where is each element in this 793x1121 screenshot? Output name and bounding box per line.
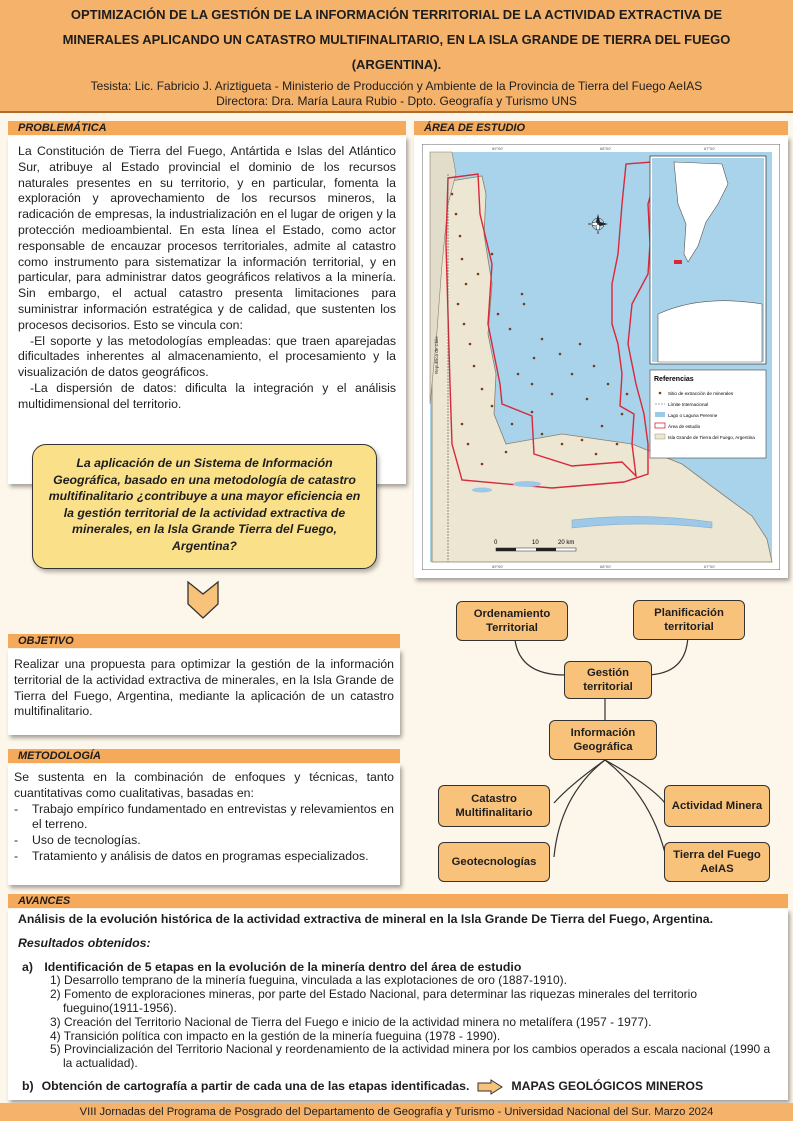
- legend-item: Isla Grande de Tierra del Fuego, Argentina: [668, 435, 755, 440]
- arrow-right-icon: [477, 1079, 503, 1095]
- list-item: 5) Provincialización del Territorio Nacional y reordenamiento de la actividad minera por los cambios operados a escala nacional (1990 a la actualidad).: [50, 1042, 771, 1071]
- list-item: - Tratamiento y análisis de datos en programas especializados.: [14, 848, 369, 863]
- metodologia-text: [14, 770, 394, 865]
- problematica-text: [18, 144, 396, 413]
- title-line-2: MINERALES APLICANDO UN CATASTRO MULTIFINALITARIO, EN LA ISLA GRANDE DE TIERRA DEL FUEGO: [62, 32, 731, 47]
- area-panel: [414, 136, 788, 578]
- title-line-3: (ARGENTINA).: [351, 57, 442, 72]
- border-label: Republica de Chile: [434, 336, 439, 374]
- svg-text:68°00': 68°00': [600, 564, 612, 569]
- svg-text:10: 10: [532, 540, 539, 546]
- legend-item: Lago o Laguna Perenne: [668, 413, 718, 418]
- author-line: Tesista: Lic. Fabricio J. Ariztigueta - Ministerio de Producción y Ambiente de la Provincia de Tierra del Fuego AeIAS: [90, 79, 703, 93]
- node-informacion: Información Geográfica: [549, 720, 657, 760]
- legend-item: Sitio de extracción de minerales: [668, 391, 734, 396]
- svg-text:69°00': 69°00': [492, 564, 504, 569]
- svg-text:67°00': 67°00': [704, 146, 716, 151]
- metodologia-list: [14, 802, 394, 865]
- poster-title: [0, 0, 793, 77]
- svg-text:69°00': 69°00': [492, 146, 504, 151]
- authors: [0, 79, 793, 109]
- poster-header: [0, 0, 793, 113]
- problematica-para-2: -El soporte y las metodologías empleadas: que traen aparejadas dificultades inherentes al almacenamiento, el procesamiento y la visualización de datos geográficos.: [18, 333, 396, 380]
- list-item: - Trabajo empírico fundamentado en entrevistas y relevamientos en el terreno.: [14, 801, 394, 832]
- title-line-1: OPTIMIZACIÓN DE LA GESTIÓN DE LA INFORMACIÓN TERRITORIAL DE LA ACTIVIDAD EXTRACTIVA DE: [70, 7, 723, 22]
- problematica-para-1: La Constitución de Tierra del Fuego, Antártida e Islas del Atlántico Sur, atribuye al Estado provincial el dominio de los recursos naturales presentes en su territorio, y en particular, fomenta la exploración y aprovechamiento de los recursos mineros, la radicación de empresas, la industrialización en el lugar de origen y la protección medioambiental. En esta línea el Estado, como actor responsable de encauzar procesos territoriales, admite al catastro como instrumento para sistematizar la información territorial, y en particular, para administrar datos geográficos relativos a la minería. Sin embargo, el actual catastro presenta limitaciones para suministrar información estratégica y de calidad, que sustenten los procesos decisorios. Esto se vincula con:: [18, 144, 396, 332]
- problematica-para-3: -La dispersión de datos: dificulta la integración y el análisis multidimensional del territorio.: [18, 380, 396, 411]
- legend-title: Referencias: [654, 376, 694, 383]
- node-catastro: Catastro Multifinalitario: [438, 785, 550, 827]
- results-label: Resultados obtenidos:: [18, 935, 151, 950]
- poster-footer: VIII Jornadas del Programa de Posgrado del Departamento de Geografía y Turismo - Universidad Nacional del Sur. Marzo 2024: [0, 1103, 793, 1121]
- node-planificacion: Planificación territorial: [633, 600, 745, 640]
- result-b-row: b) Obtención de cartografía a partir de cada una de las etapas identificadas. MAPAS GEOLÓGICOS MINEROS: [22, 1079, 704, 1094]
- list-item: 3) Creación del Territorio Nacional de Tierra del Fuego e inicio de la actividad minera no metalífera (1957 - 1977).: [50, 1014, 652, 1029]
- research-question: La aplicación de un Sistema de Información Geográfica, basado en una metodología de catastro multifinalitario ¿contribuye a una mayor eficiencia en la gestión territorial de la actividad extractiva de minerales, en la Isla Grande Tierra del Fuego, Argentina?: [32, 444, 377, 569]
- node-actividad: Actividad Minera: [664, 785, 770, 827]
- metodologia-panel: [8, 764, 400, 885]
- objetivo-text: Realizar una propuesta para optimizar la gestión de la información territorial de la actividad extractiva de minerales, en la Isla Grande de Tierra del Fuego, Argentina, mediante la aplicación de un catastro multifinalitario.: [14, 657, 394, 719]
- problematica-heading: PROBLEMÁTICA: [8, 121, 406, 135]
- area-heading: ÁREA DE ESTUDIO: [414, 121, 788, 135]
- list-item: 4) Transición política con impacto en la gestión de la minería fueguina (1978 - 1990).: [50, 1028, 501, 1043]
- objetivo-heading: OBJETIVO: [8, 634, 400, 648]
- svg-text:0: 0: [494, 540, 498, 546]
- svg-text:67°00': 67°00': [704, 564, 716, 569]
- svg-text:20 km: 20 km: [558, 540, 575, 546]
- director-line: Directora: Dra. María Laura Rubio - Dpto. Geografía y Turismo UNS: [216, 94, 577, 108]
- list-item: - Uso de tecnologías.: [14, 833, 141, 848]
- chevron-down-icon: [186, 580, 220, 620]
- stages-list: [18, 974, 778, 1071]
- list-item: 1) Desarrollo temprano de la minería fueguina, vinculada a las explotaciones de oro (1887-1910).: [50, 973, 567, 988]
- avances-heading: AVANCES: [8, 894, 788, 908]
- node-ordenamiento: Ordenamiento Territorial: [456, 601, 568, 641]
- legend-item: Área de estudio: [668, 424, 701, 429]
- node-gestion: Gestión territorial: [564, 661, 652, 699]
- list-item: 2) Fomento de exploraciones mineras, por parte del Estado Nacional, para determinar las riquezas minerales del territorio fueguino(1911-1956).: [50, 987, 697, 1015]
- legend-item: Límite Internacional: [668, 402, 709, 407]
- avances-panel: [8, 909, 788, 1100]
- metodologia-heading: METODOLOGÍA: [8, 749, 400, 763]
- metodologia-intro: Se sustenta en la combinación de enfoques y técnicas, tanto cuantitativas como cualitativas, basadas en:: [14, 770, 394, 800]
- result-a-heading: a) Identificación de 5 etapas en la evolución de la minería dentro del área de estudio: [22, 959, 522, 974]
- node-geotecnologias: Geotecnologías: [438, 842, 550, 882]
- objetivo-panel: [8, 649, 400, 735]
- problematica-panel: [8, 136, 406, 484]
- avances-lead: Análisis de la evolución histórica de la actividad extractiva de mineral en la Isla Grande De Tierra del Fuego, Argentina.: [18, 912, 714, 926]
- node-tierra: Tierra del Fuego AeIAS: [664, 842, 770, 882]
- study-area-map: [422, 144, 780, 570]
- svg-text:68°00': 68°00': [600, 146, 612, 151]
